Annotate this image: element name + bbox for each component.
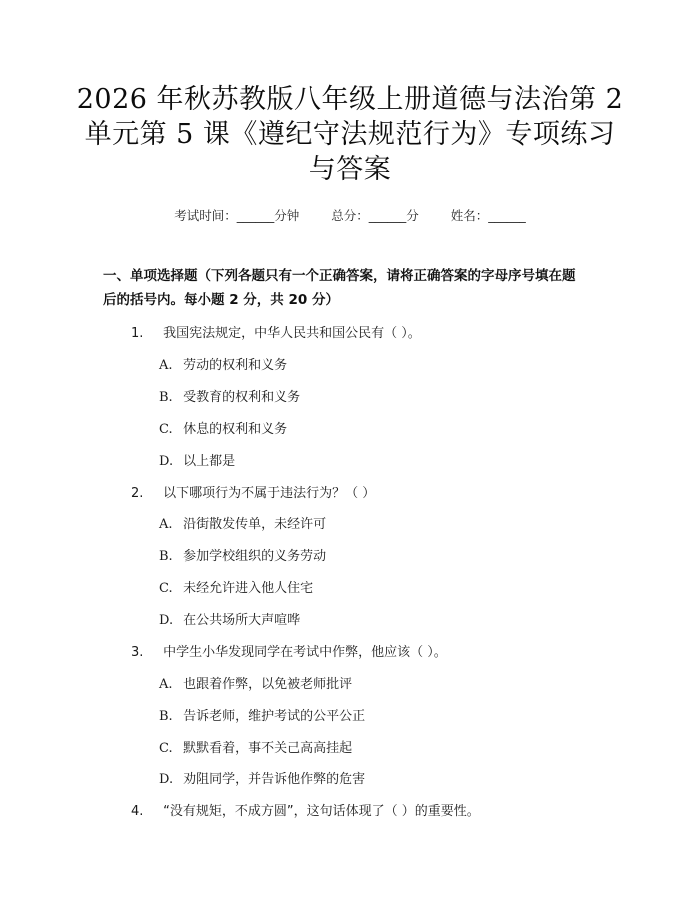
section-heading: [103, 264, 598, 312]
option-letter: B.: [159, 549, 173, 564]
option-letter: A.: [159, 677, 173, 692]
question-1-option-d: [159, 450, 235, 469]
total-score-field: 总分：______分: [331, 208, 419, 223]
option-text: 劳动的权利和义务: [183, 358, 288, 373]
question-3-option-c: [159, 737, 352, 756]
option-text: 未经允许进入他人住宅: [183, 581, 314, 596]
option-letter: C.: [159, 741, 173, 756]
option-text: 劝阻同学，并告诉他作弊的危害: [183, 772, 366, 787]
title-line-3: 与答案: [308, 154, 392, 185]
option-text: 沿街散发传单，未经许可: [183, 517, 327, 532]
option-text: 告诉老师，维护考试的公平公正: [183, 709, 366, 724]
option-letter: D.: [159, 613, 174, 628]
title-line-1: 2026 年秋苏教版八年级上册道德与法治第 2: [76, 84, 624, 115]
option-text: 也跟着作弊，以免被老师批评: [183, 677, 353, 692]
question-text: 我国宪法规定，中华人民共和国公民有（ ）。: [163, 326, 421, 341]
question-1-option-c: [159, 418, 287, 437]
question-1-option-a: [159, 354, 287, 373]
exam-info: [0, 206, 700, 224]
question-2-option-d: [159, 609, 300, 628]
question-number: 2.: [131, 486, 144, 501]
question-number: 4.: [131, 804, 144, 819]
question-2-option-c: [159, 577, 313, 596]
question-1: [131, 322, 421, 341]
question-3-option-b: [159, 705, 365, 724]
section-heading-line-2: 后的括号内。每小题 2 分，共 20 分）: [103, 292, 339, 308]
question-2-option-a: [159, 513, 326, 532]
option-text: 在公共场所大声喧哗: [183, 613, 301, 628]
title-line-2: 单元第 5 课《遵纪守法规范行为》专项练习: [84, 119, 616, 150]
option-letter: A.: [159, 358, 173, 373]
question-4: [131, 800, 480, 819]
option-letter: C.: [159, 422, 173, 437]
exam-time-field: 考试时间：______分钟: [174, 208, 300, 223]
question-2: [131, 482, 375, 501]
option-text: 默默看着，事不关己高高挂起: [183, 741, 353, 756]
question-text: “没有规矩，不成方圆”，这句话体现了（ ）的重要性。: [163, 804, 480, 819]
question-number: 1.: [131, 326, 144, 341]
option-letter: C.: [159, 581, 173, 596]
question-text: 中学生小华发现同学在考试中作弊，他应该（ ）。: [163, 645, 447, 660]
section-heading-line-1: 一、单项选择题（下列各题只有一个正确答案，请将正确答案的字母序号填在题: [103, 268, 576, 284]
option-text: 以上都是: [183, 454, 236, 469]
option-text: 休息的权利和义务: [183, 422, 288, 437]
option-letter: D.: [159, 772, 174, 787]
question-3: [131, 641, 447, 660]
question-2-option-b: [159, 545, 326, 564]
question-1-option-b: [159, 386, 300, 405]
option-letter: D.: [159, 454, 174, 469]
question-text: 以下哪项行为不属于违法行为？（ ）: [163, 486, 376, 501]
option-text: 受教育的权利和义务: [183, 390, 301, 405]
option-text: 参加学校组织的义务劳动: [183, 549, 327, 564]
option-letter: B.: [159, 709, 173, 724]
option-letter: B.: [159, 390, 173, 405]
option-letter: A.: [159, 517, 173, 532]
question-3-option-a: [159, 673, 352, 692]
question-3-option-d: [159, 768, 365, 787]
document-title: [70, 82, 630, 187]
student-name-field: 姓名：______: [450, 208, 526, 223]
question-number: 3.: [131, 645, 144, 660]
